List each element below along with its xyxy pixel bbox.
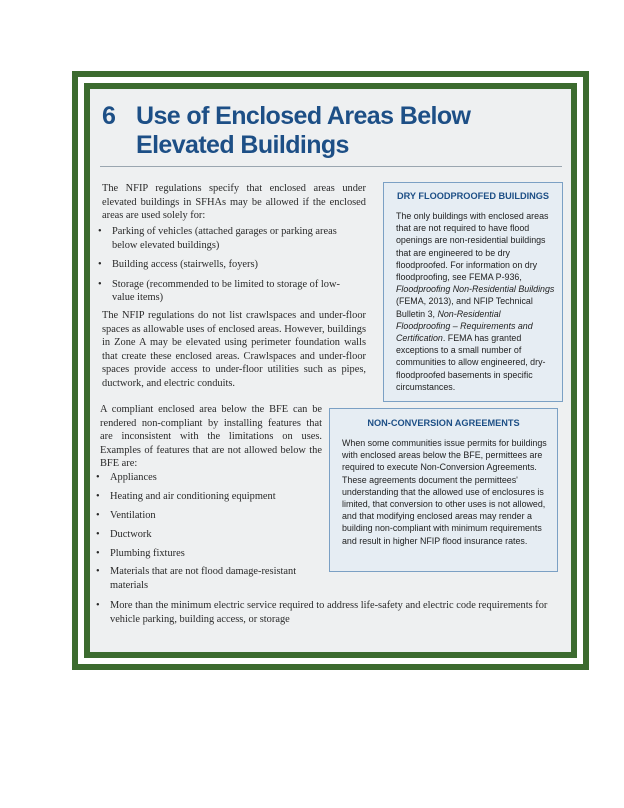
publication-title: Non-Residential Floodproofing – Requirements and Certification bbox=[396, 308, 533, 344]
sidebar-title: DRY FLOODPROOFED BUILDINGS bbox=[396, 191, 550, 201]
electric-service-list bbox=[96, 599, 566, 632]
sidebar-body bbox=[396, 210, 556, 393]
allowed-uses-list bbox=[98, 225, 362, 311]
chapter-number: 6 bbox=[102, 102, 116, 130]
list-item: • Ductwork bbox=[96, 528, 326, 542]
list-item: • Plumbing fixtures bbox=[96, 547, 326, 561]
sidebar-text: (FEMA, 2013), and NFIP Technical Bulletin 3, bbox=[396, 296, 533, 319]
publication-title: Floodproofing Non-Residential Buildings bbox=[396, 284, 555, 295]
dry-floodproofed-sidebar bbox=[383, 182, 563, 402]
non-conversion-sidebar bbox=[329, 408, 558, 572]
document-page bbox=[90, 89, 571, 652]
list-item: • Storage (recommended to be limited to storage of low-value items) bbox=[98, 278, 362, 305]
not-allowed-list bbox=[96, 471, 326, 598]
list-item: • Materials that are not flood damage-resistant materials bbox=[96, 565, 326, 592]
chapter-title: Use of Enclosed Areas Below Elevated Buildings bbox=[136, 102, 471, 159]
list-item: • Appliances bbox=[96, 471, 326, 485]
sidebar-body: When some communities issue permits for buildings with enclosed areas below the BFE, permittees are required to execute Non-Conversion Agreements. These agreements document the permittees' understanding that the allowed use of enclosures is limited, that conversion to other uses is not allowed, and that modifying enclosed areas may render a building non-compliant with minimum requirements and result in higher NFIP flood insurance rates. bbox=[342, 438, 547, 546]
list-item: • Building access (stairwells, foyers) bbox=[98, 258, 362, 272]
crawlspace-paragraph: The NFIP regulations do not list crawlspaces and under-floor spaces as allowable uses of enclosed areas. However, buildings in Zone A may be elevated using perimeter foundation walls that create these enclosed areas. Crawlspaces and under-floor spaces provide access to under-floor utilities such as pipes, ductwork, and electric conduits. bbox=[102, 310, 366, 389]
sidebar-text: The only buildings with enclosed areas that are not required to have flood openings are non-residential buildings that are engineered to be dry floodproofed. For information on dry floodproofing, see FEMA P-936, bbox=[396, 211, 549, 283]
list-item: • Ventilation bbox=[96, 509, 326, 523]
list-item: • Parking of vehicles (attached garages or parking areas below elevated buildings) bbox=[98, 225, 362, 252]
sidebar-text: . FEMA has granted exceptions to a small number of communities to allow engineered, dry-floodproofed basements in specific circumstances. bbox=[396, 333, 546, 392]
heading-divider bbox=[100, 166, 562, 167]
list-item: • Heating and air conditioning equipment bbox=[96, 490, 326, 504]
sidebar-title: NON-CONVERSION AGREEMENTS bbox=[367, 418, 520, 428]
noncompliant-paragraph: A compliant enclosed area below the BFE can be rendered non-compliant by installing features that are inconsistent with the limitations on uses. Examples of features that are not allowed below the BFE are: bbox=[100, 404, 322, 470]
list-item: • More than the minimum electric service required to address life-safety and electric code requirements for vehicle parking, building access, or storage bbox=[96, 599, 566, 626]
intro-paragraph: The NFIP regulations specify that enclosed areas under elevated buildings in SFHAs may be allowed if the enclosed areas are used solely for: bbox=[102, 183, 366, 222]
